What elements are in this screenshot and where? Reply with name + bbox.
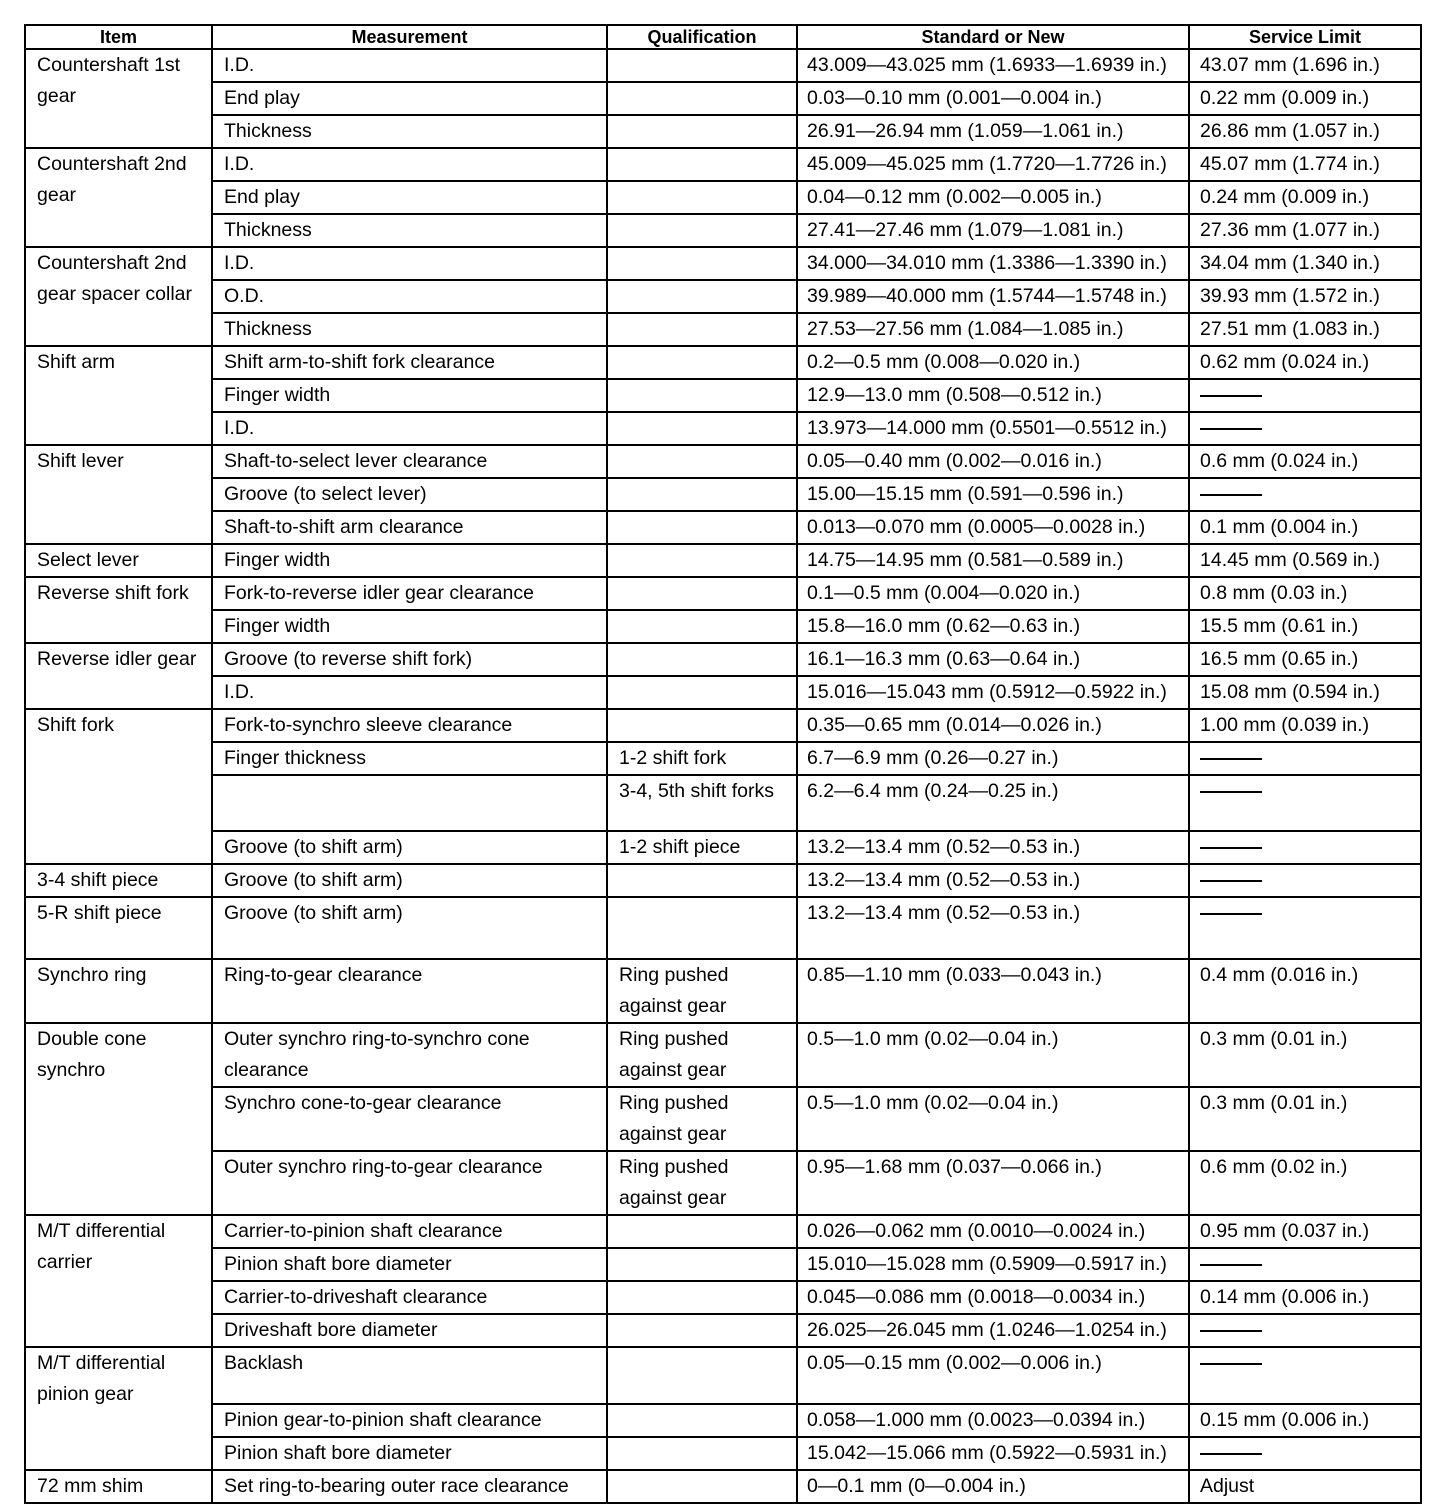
service-limit-cell: 14.45 mm (0.569 in.) — [1189, 544, 1421, 577]
table-row — [25, 181, 1421, 214]
table-row — [25, 1347, 1421, 1404]
measurement-cell: Fork-to-reverse idler gear clearance — [212, 577, 607, 610]
qualification-cell — [607, 1281, 797, 1314]
qualification-cell — [607, 379, 797, 412]
no-limit-dash — [1200, 791, 1262, 793]
standard-cell: 0.35—0.65 mm (0.014—0.026 in.) — [797, 709, 1189, 742]
measurement-cell: Set ring-to-bearing outer race clearance — [212, 1470, 607, 1503]
service-limit-cell: 0.22 mm (0.009 in.) — [1189, 82, 1421, 115]
service-limit-cell: 27.51 mm (1.083 in.) — [1189, 313, 1421, 346]
no-limit-dash — [1200, 880, 1262, 882]
standard-cell: 0.95—1.68 mm (0.037—0.066 in.) — [797, 1151, 1189, 1215]
standard-cell: 0—0.1 mm (0—0.004 in.) — [797, 1470, 1189, 1503]
standard-cell: 0.03—0.10 mm (0.001—0.004 in.) — [797, 82, 1189, 115]
measurement-cell: Synchro cone-to-gear clearance — [212, 1087, 607, 1151]
header-qualification: Qualification — [607, 25, 797, 49]
service-limit-cell — [1189, 775, 1421, 831]
qualification-cell — [607, 1215, 797, 1248]
service-limit-cell — [1189, 478, 1421, 511]
service-limit-cell: 0.4 mm (0.016 in.) — [1189, 959, 1421, 1023]
service-limit-cell: Adjust — [1189, 1470, 1421, 1503]
header-standard: Standard or New — [797, 25, 1189, 49]
standard-cell: 12.9—13.0 mm (0.508—0.512 in.) — [797, 379, 1189, 412]
measurement-cell: Carrier-to-pinion shaft clearance — [212, 1215, 607, 1248]
qualification-cell: Ring pushed against gear — [607, 1087, 797, 1151]
measurement-cell: Pinion shaft bore diameter — [212, 1437, 607, 1470]
standard-cell: 15.016—15.043 mm (0.5912—0.5922 in.) — [797, 676, 1189, 709]
standard-cell: 0.05—0.15 mm (0.002—0.006 in.) — [797, 1347, 1189, 1404]
standard-cell: 0.013—0.070 mm (0.0005—0.0028 in.) — [797, 511, 1189, 544]
qualification-cell — [607, 897, 797, 959]
service-limit-cell — [1189, 831, 1421, 864]
measurement-cell: Outer synchro ring-to-gear clearance — [212, 1151, 607, 1215]
service-limit-cell: 26.86 mm (1.057 in.) — [1189, 115, 1421, 148]
item-cell: Reverse shift fork — [25, 577, 212, 643]
measurement-cell: Groove (to shift arm) — [212, 831, 607, 864]
service-limit-cell: 0.62 mm (0.024 in.) — [1189, 346, 1421, 379]
standard-cell: 27.41—27.46 mm (1.079—1.081 in.) — [797, 214, 1189, 247]
measurement-cell: Finger width — [212, 544, 607, 577]
qualification-cell — [607, 214, 797, 247]
qualification-cell — [607, 544, 797, 577]
table-row — [25, 643, 1421, 676]
item-cell: Shift arm — [25, 346, 212, 445]
table-row — [25, 511, 1421, 544]
specification-table — [24, 24, 1422, 1504]
service-limit-cell: 16.5 mm (0.65 in.) — [1189, 643, 1421, 676]
service-limit-cell — [1189, 897, 1421, 959]
table-row — [25, 577, 1421, 610]
header-item: Item — [25, 25, 212, 49]
qualification-cell — [607, 445, 797, 478]
standard-cell: 0.026—0.062 mm (0.0010—0.0024 in.) — [797, 1215, 1189, 1248]
qualification-cell: 1-2 shift piece — [607, 831, 797, 864]
item-cell: Select lever — [25, 544, 212, 577]
qualification-cell — [607, 643, 797, 676]
table-row — [25, 445, 1421, 478]
table-row — [25, 82, 1421, 115]
table-row — [25, 1437, 1421, 1470]
no-limit-dash — [1200, 428, 1262, 430]
measurement-cell: Shift arm-to-shift fork clearance — [212, 346, 607, 379]
item-cell: Countershaft 2nd gear spacer collar — [25, 247, 212, 346]
service-limit-cell: 39.93 mm (1.572 in.) — [1189, 280, 1421, 313]
standard-cell: 39.989—40.000 mm (1.5744—1.5748 in.) — [797, 280, 1189, 313]
standard-cell: 0.045—0.086 mm (0.0018—0.0034 in.) — [797, 1281, 1189, 1314]
service-limit-cell — [1189, 1314, 1421, 1347]
item-cell: Double cone synchro — [25, 1023, 212, 1215]
qualification-cell — [607, 148, 797, 181]
table-row — [25, 544, 1421, 577]
table-row — [25, 864, 1421, 897]
measurement-cell: Driveshaft bore diameter — [212, 1314, 607, 1347]
service-limit-cell: 0.14 mm (0.006 in.) — [1189, 1281, 1421, 1314]
service-limit-cell: 0.24 mm (0.009 in.) — [1189, 181, 1421, 214]
measurement-cell: Carrier-to-driveshaft clearance — [212, 1281, 607, 1314]
qualification-cell — [607, 1404, 797, 1437]
service-limit-cell: 0.15 mm (0.006 in.) — [1189, 1404, 1421, 1437]
qualification-cell — [607, 610, 797, 643]
measurement-cell: Ring-to-gear clearance — [212, 959, 607, 1023]
qualification-cell — [607, 115, 797, 148]
no-limit-dash — [1200, 1363, 1262, 1365]
standard-cell: 6.7—6.9 mm (0.26—0.27 in.) — [797, 742, 1189, 775]
item-cell: Synchro ring — [25, 959, 212, 1023]
standard-cell: 45.009—45.025 mm (1.7720—1.7726 in.) — [797, 148, 1189, 181]
qualification-cell — [607, 313, 797, 346]
table-row — [25, 1248, 1421, 1281]
standard-cell: 13.2—13.4 mm (0.52—0.53 in.) — [797, 864, 1189, 897]
table-row — [25, 412, 1421, 445]
table-row — [25, 49, 1421, 82]
measurement-cell: Thickness — [212, 115, 607, 148]
service-limit-cell — [1189, 1437, 1421, 1470]
qualification-cell — [607, 709, 797, 742]
qualification-cell — [607, 412, 797, 445]
measurement-cell: Shaft-to-shift arm clearance — [212, 511, 607, 544]
item-cell: Reverse idler gear — [25, 643, 212, 709]
measurement-cell: End play — [212, 82, 607, 115]
no-limit-dash — [1200, 1453, 1262, 1455]
measurement-cell: Finger thickness — [212, 742, 607, 775]
service-limit-cell: 34.04 mm (1.340 in.) — [1189, 247, 1421, 280]
standard-cell: 0.2—0.5 mm (0.008—0.020 in.) — [797, 346, 1189, 379]
item-cell: 72 mm shim — [25, 1470, 212, 1503]
item-cell: 5-R shift piece — [25, 897, 212, 959]
table-body — [25, 49, 1421, 1503]
standard-cell: 15.00—15.15 mm (0.591—0.596 in.) — [797, 478, 1189, 511]
item-cell: Shift lever — [25, 445, 212, 544]
standard-cell: 0.05—0.40 mm (0.002—0.016 in.) — [797, 445, 1189, 478]
measurement-cell: Groove (to select lever) — [212, 478, 607, 511]
table-row — [25, 247, 1421, 280]
qualification-cell — [607, 577, 797, 610]
qualification-cell — [607, 181, 797, 214]
table-row — [25, 280, 1421, 313]
measurement-cell: Pinion gear-to-pinion shaft clearance — [212, 1404, 607, 1437]
standard-cell: 0.85—1.10 mm (0.033—0.043 in.) — [797, 959, 1189, 1023]
no-limit-dash — [1200, 1330, 1262, 1332]
table-row — [25, 610, 1421, 643]
no-limit-dash — [1200, 913, 1262, 915]
item-cell: 3-4 shift piece — [25, 864, 212, 897]
table-row — [25, 959, 1421, 1023]
measurement-cell: I.D. — [212, 148, 607, 181]
service-limit-cell: 0.8 mm (0.03 in.) — [1189, 577, 1421, 610]
qualification-cell: Ring pushed against gear — [607, 1023, 797, 1087]
item-cell: M/T differential carrier — [25, 1215, 212, 1347]
service-limit-cell: 0.1 mm (0.004 in.) — [1189, 511, 1421, 544]
qualification-cell — [607, 82, 797, 115]
standard-cell: 26.91—26.94 mm (1.059—1.061 in.) — [797, 115, 1189, 148]
standard-cell: 34.000—34.010 mm (1.3386—1.3390 in.) — [797, 247, 1189, 280]
table-row — [25, 1281, 1421, 1314]
table-row — [25, 831, 1421, 864]
table-row — [25, 1314, 1421, 1347]
measurement-cell: I.D. — [212, 412, 607, 445]
measurement-cell: Shaft-to-select lever clearance — [212, 445, 607, 478]
no-limit-dash — [1200, 1264, 1262, 1266]
qualification-cell: Ring pushed against gear — [607, 959, 797, 1023]
table-row — [25, 897, 1421, 959]
standard-cell: 13.2—13.4 mm (0.52—0.53 in.) — [797, 897, 1189, 959]
table-row — [25, 775, 1421, 831]
service-limit-cell: 1.00 mm (0.039 in.) — [1189, 709, 1421, 742]
service-limit-cell: 27.36 mm (1.077 in.) — [1189, 214, 1421, 247]
qualification-cell — [607, 676, 797, 709]
item-cell: Countershaft 1st gear — [25, 49, 212, 148]
header-row — [25, 25, 1421, 49]
standard-cell: 0.058—1.000 mm (0.0023—0.0394 in.) — [797, 1404, 1189, 1437]
measurement-cell: I.D. — [212, 676, 607, 709]
standard-cell: 43.009—43.025 mm (1.6933—1.6939 in.) — [797, 49, 1189, 82]
service-limit-cell: 0.95 mm (0.037 in.) — [1189, 1215, 1421, 1248]
standard-cell: 14.75—14.95 mm (0.581—0.589 in.) — [797, 544, 1189, 577]
measurement-cell: Groove (to shift arm) — [212, 864, 607, 897]
service-limit-cell — [1189, 742, 1421, 775]
no-limit-dash — [1200, 395, 1262, 397]
measurement-cell: Finger width — [212, 610, 607, 643]
item-cell: M/T differential pinion gear — [25, 1347, 212, 1470]
table-row — [25, 1151, 1421, 1215]
service-limit-cell — [1189, 412, 1421, 445]
table-row — [25, 676, 1421, 709]
table-row — [25, 1023, 1421, 1087]
table-row — [25, 313, 1421, 346]
qualification-cell — [607, 1314, 797, 1347]
measurement-cell: Thickness — [212, 214, 607, 247]
standard-cell: 13.973—14.000 mm (0.5501—0.5512 in.) — [797, 412, 1189, 445]
measurement-cell: Thickness — [212, 313, 607, 346]
standard-cell: 15.8—16.0 mm (0.62—0.63 in.) — [797, 610, 1189, 643]
table-row — [25, 1087, 1421, 1151]
table-row — [25, 1404, 1421, 1437]
item-cell: Countershaft 2nd gear — [25, 148, 212, 247]
table-row — [25, 742, 1421, 775]
service-limit-cell: 43.07 mm (1.696 in.) — [1189, 49, 1421, 82]
header-service-limit: Service Limit — [1189, 25, 1421, 49]
standard-cell: 15.010—15.028 mm (0.5909—0.5917 in.) — [797, 1248, 1189, 1281]
service-limit-cell: 45.07 mm (1.774 in.) — [1189, 148, 1421, 181]
table-row — [25, 379, 1421, 412]
qualification-cell — [607, 1470, 797, 1503]
service-limit-cell — [1189, 864, 1421, 897]
measurement-cell: Groove (to shift arm) — [212, 897, 607, 959]
qualification-cell — [607, 478, 797, 511]
standard-cell: 16.1—16.3 mm (0.63—0.64 in.) — [797, 643, 1189, 676]
service-limit-cell — [1189, 1347, 1421, 1404]
qualification-cell — [607, 346, 797, 379]
table-row — [25, 709, 1421, 742]
standard-cell: 27.53—27.56 mm (1.084—1.085 in.) — [797, 313, 1189, 346]
measurement-cell: Backlash — [212, 1347, 607, 1404]
service-limit-cell: 0.6 mm (0.02 in.) — [1189, 1151, 1421, 1215]
service-limit-cell — [1189, 1248, 1421, 1281]
table-row — [25, 214, 1421, 247]
measurement-cell: Pinion shaft bore diameter — [212, 1248, 607, 1281]
table-row — [25, 346, 1421, 379]
table-row — [25, 478, 1421, 511]
table-row — [25, 1215, 1421, 1248]
qualification-cell — [607, 1437, 797, 1470]
qualification-cell — [607, 864, 797, 897]
measurement-cell: Groove (to reverse shift fork) — [212, 643, 607, 676]
qualification-cell — [607, 511, 797, 544]
service-limit-cell: 0.3 mm (0.01 in.) — [1189, 1023, 1421, 1087]
qualification-cell — [607, 49, 797, 82]
measurement-cell — [212, 775, 607, 831]
measurement-cell: I.D. — [212, 49, 607, 82]
service-limit-cell: 0.6 mm (0.024 in.) — [1189, 445, 1421, 478]
measurement-cell: Finger width — [212, 379, 607, 412]
standard-cell: 0.04—0.12 mm (0.002—0.005 in.) — [797, 181, 1189, 214]
standard-cell: 6.2—6.4 mm (0.24—0.25 in.) — [797, 775, 1189, 831]
qualification-cell — [607, 280, 797, 313]
service-limit-cell: 0.3 mm (0.01 in.) — [1189, 1087, 1421, 1151]
measurement-cell: Fork-to-synchro sleeve clearance — [212, 709, 607, 742]
qualification-cell: Ring pushed against gear — [607, 1151, 797, 1215]
table-row — [25, 148, 1421, 181]
standard-cell: 0.1—0.5 mm (0.004—0.020 in.) — [797, 577, 1189, 610]
item-cell: Shift fork — [25, 709, 212, 864]
standard-cell: 0.5—1.0 mm (0.02—0.04 in.) — [797, 1023, 1189, 1087]
table-row — [25, 115, 1421, 148]
service-limit-cell: 15.08 mm (0.594 in.) — [1189, 676, 1421, 709]
service-limit-cell: 15.5 mm (0.61 in.) — [1189, 610, 1421, 643]
header-measurement: Measurement — [212, 25, 607, 49]
no-limit-dash — [1200, 758, 1262, 760]
measurement-cell: O.D. — [212, 280, 607, 313]
measurement-cell: I.D. — [212, 247, 607, 280]
standard-cell: 0.5—1.0 mm (0.02—0.04 in.) — [797, 1087, 1189, 1151]
measurement-cell: End play — [212, 181, 607, 214]
qualification-cell: 1-2 shift fork — [607, 742, 797, 775]
no-limit-dash — [1200, 847, 1262, 849]
qualification-cell — [607, 1347, 797, 1404]
standard-cell: 15.042—15.066 mm (0.5922—0.5931 in.) — [797, 1437, 1189, 1470]
measurement-cell: Outer synchro ring-to-synchro cone clearance — [212, 1023, 607, 1087]
service-limit-cell — [1189, 379, 1421, 412]
standard-cell: 13.2—13.4 mm (0.52—0.53 in.) — [797, 831, 1189, 864]
table-row — [25, 1470, 1421, 1503]
qualification-cell: 3-4, 5th shift forks — [607, 775, 797, 831]
qualification-cell — [607, 1248, 797, 1281]
qualification-cell — [607, 247, 797, 280]
no-limit-dash — [1200, 494, 1262, 496]
standard-cell: 26.025—26.045 mm (1.0246—1.0254 in.) — [797, 1314, 1189, 1347]
